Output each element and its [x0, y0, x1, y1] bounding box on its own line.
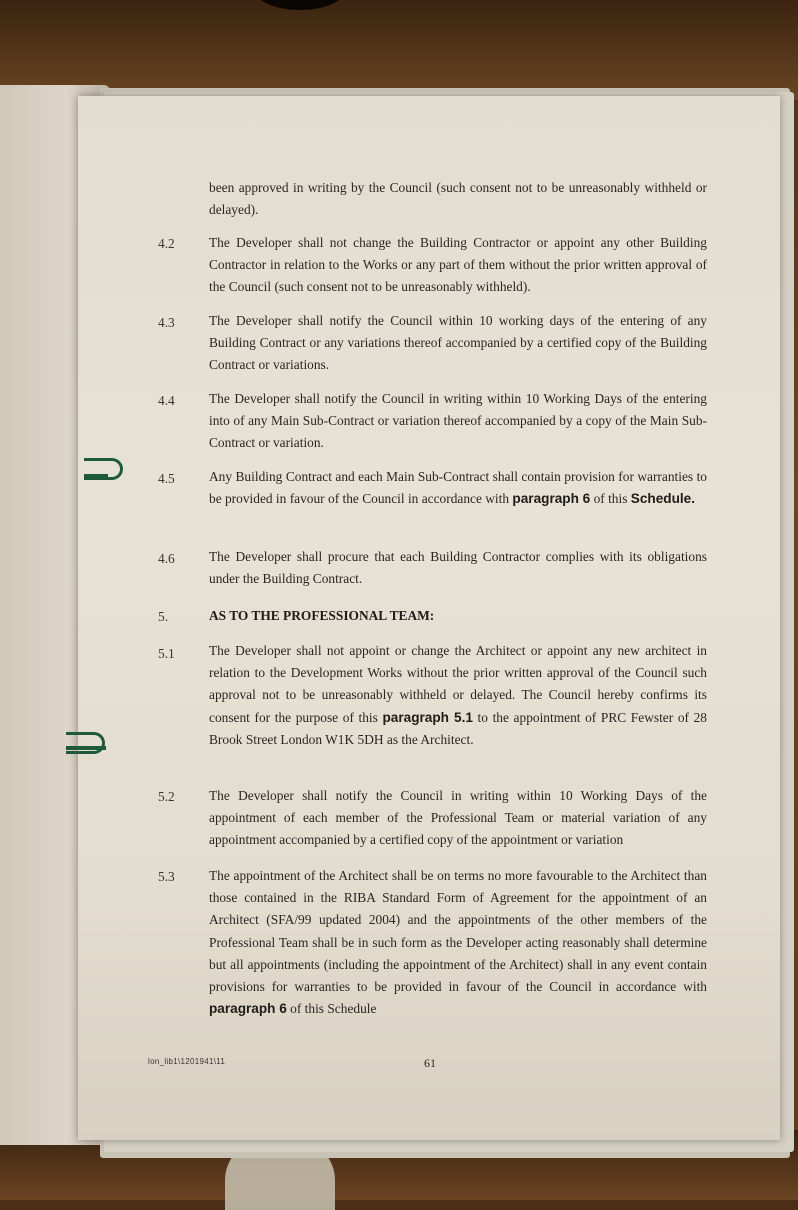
clause-number: 5.3	[158, 869, 175, 884]
clause-number: 4.6	[158, 551, 175, 566]
binder-ring-stem	[84, 474, 108, 478]
clause-text: The Developer shall procure that each Building Contractor complies with its obligations under the Building Contract.	[209, 549, 707, 587]
clause-number: 4.3	[158, 315, 175, 330]
clause-text: The Developer shall notify the Council within 10 working days of the entering of any Building Contract or any variations thereof accompanied by a certified copy of the Building Contract or variations.	[209, 313, 707, 373]
clause-text-part: of this Schedule	[286, 1001, 377, 1017]
clause-number: 5.1	[158, 646, 175, 661]
clause-text-part: of this	[590, 491, 631, 507]
continuation-text: been approved in writing by the Council (such consent not to be unreasonably withheld or delayed).	[209, 180, 707, 218]
clause-number: 5.2	[158, 789, 175, 804]
paragraph-reference: paragraph 6	[209, 1001, 287, 1017]
clause-text: The Developer shall notify the Council in writing within 10 Working Days of the entering into of any Main Sub-Contract or variation thereof accompanied by a copy of the Main Sub-Contract or variation.	[209, 391, 707, 451]
clause-text-part: The appointment of the Architect shall be on terms no more favourable to the Architect than those contained in the RIBA Standard Form of Agreement for the appointment of an Architect (SFA/99 updated 2004) and the appointments of the other members of the Professional Team shall be in such form as the Developer acting reasonably shall determine but all appointments (including the appointment of the Architect) shall in any event contain provisions for warranties to be provided in favour of the Council in accordance with	[209, 868, 707, 995]
clause-number: 4.4	[158, 393, 175, 408]
schedule-reference: Schedule.	[630, 491, 695, 507]
paragraph-reference: paragraph 6	[512, 491, 591, 507]
clause-text	[209, 865, 707, 1020]
clause-text: The Developer shall not change the Building Contractor or appoint any other Building Contractor in relation to the Works or any part of them without the prior written approval of the Council (such consent not to be unreasonably withheld).	[209, 235, 707, 295]
clause-number: 4.2	[158, 236, 175, 251]
binder-ring-stem	[66, 746, 106, 750]
section-number: 5.	[158, 609, 169, 624]
clause-text-part: to the appointment of PRC Fewster of 28 Brook Street London W1K 5DH as the Architect.	[209, 709, 707, 747]
clause-text	[209, 466, 707, 510]
clause-text: The Developer shall notify the Council in writing within 10 Working Days of the appointment of each member of the Professional Team or material variation of any appointment accompanied by a certified copy of the appointment or variation	[209, 788, 707, 848]
clause-number: 4.5	[158, 471, 175, 486]
binder-ring	[66, 732, 105, 754]
document-reference: lon_lib1\1201941\11	[148, 1057, 226, 1066]
desk-background	[0, 0, 798, 100]
paragraph-reference: paragraph 5.1	[382, 709, 473, 725]
clause-text	[209, 640, 707, 751]
clause-text-part: The Developer shall not appoint or change the Architect or appoint any new architect in relation to the Development Works without the prior written approval of the Council such approval not to be unreasonably withheld or delayed. The Council hereby confirms its consent for the purpose of this	[209, 643, 707, 725]
page-number: 61	[424, 1056, 436, 1070]
clause-text-part: Any Building Contract and each Main Sub-Contract shall contain provision for warranties to be provided in favour of the Council in accordance with	[209, 469, 707, 507]
section-heading: AS TO THE PROFESSIONAL TEAM:	[209, 608, 435, 623]
